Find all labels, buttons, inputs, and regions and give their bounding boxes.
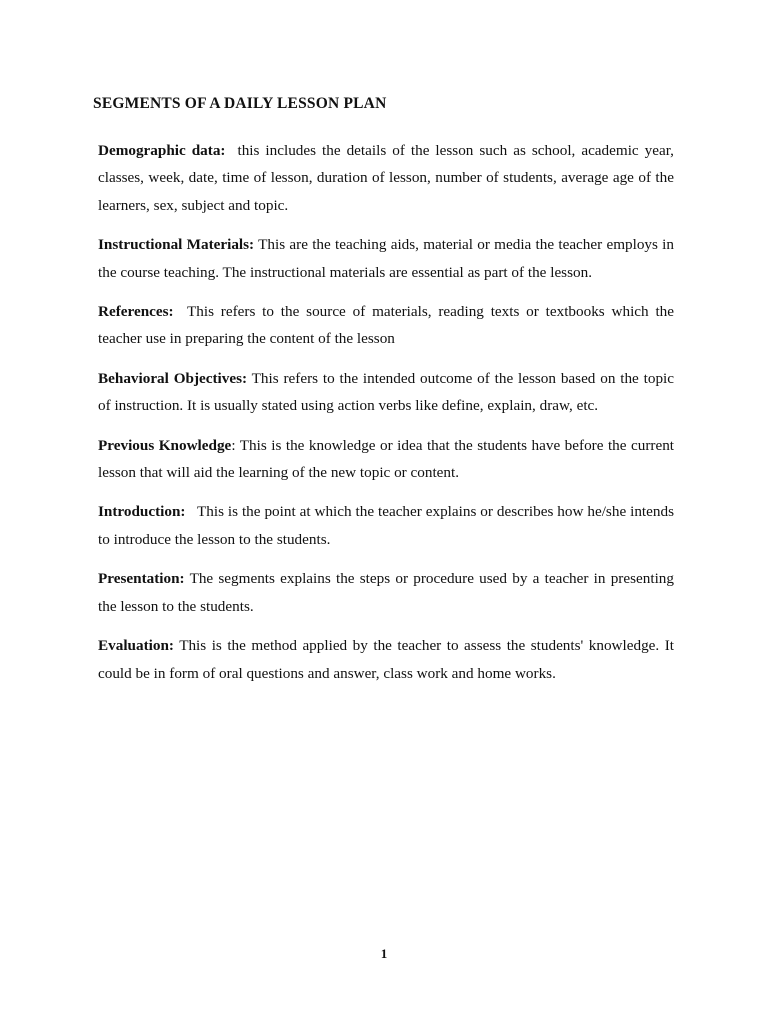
section-references — [98, 298, 674, 353]
section-presentation — [98, 565, 674, 620]
section-heading: Evaluation: — [98, 637, 174, 655]
section-heading: References: — [98, 303, 174, 321]
section-instructional-materials — [98, 231, 674, 286]
section-demographic-data — [98, 137, 674, 219]
section-heading: Previous Knowledge — [98, 436, 232, 454]
section-body: This is the method applied by the teacher to assess the students' knowledge. It could be in form of oral questions and answer, class work and home works. — [98, 637, 674, 682]
section-body: : This is the knowledge or idea that the students have before the current lesson that will aid the learning of the new topic or content. — [98, 436, 675, 482]
section-body: This is the point at which the teacher explains or describes how he/she intends to introduce the lesson to the students. — [98, 503, 674, 548]
section-separator — [225, 142, 237, 159]
section-body: This refers to the source of materials, reading texts or textbooks which the teacher use in preparing the content of the lesson — [98, 303, 674, 348]
section-body: this includes the details of the lesson such as school, academic year, classes, week, date, time of lesson, duration of lesson, number of students, average age of the learners, sex, subject and topic. — [98, 142, 674, 214]
lesson-plan-sections — [98, 137, 674, 699]
section-introduction — [98, 498, 674, 553]
section-previous-knowledge — [98, 432, 674, 487]
section-separator — [185, 503, 197, 520]
section-evaluation — [98, 632, 674, 687]
section-body: This refers to the intended outcome of the lesson based on the topic of instruction. It is usually stated using action verbs like define, explain, draw, etc. — [98, 369, 674, 415]
page-number: 1 — [380, 946, 388, 961]
section-heading: Instructional Materials: — [98, 236, 255, 254]
section-heading: Presentation: — [98, 570, 185, 588]
section-heading: Demographic data: — [98, 142, 226, 159]
section-body: This are the teaching aids, material or media the teacher employs in the course teaching. The instructional materials are essential as part of the lesson. — [98, 236, 674, 281]
section-body: The segments explains the steps or procedure used by a teacher in presenting the lesson to the students. — [98, 570, 674, 615]
section-heading: Behavioral Objectives: — [98, 369, 248, 387]
section-heading: Introduction: — [98, 503, 186, 521]
document-title: SEGMENTS OF A DAILY LESSON PLAN — [93, 95, 387, 112]
section-behavioral-objectives — [98, 365, 674, 420]
section-separator — [174, 303, 187, 320]
